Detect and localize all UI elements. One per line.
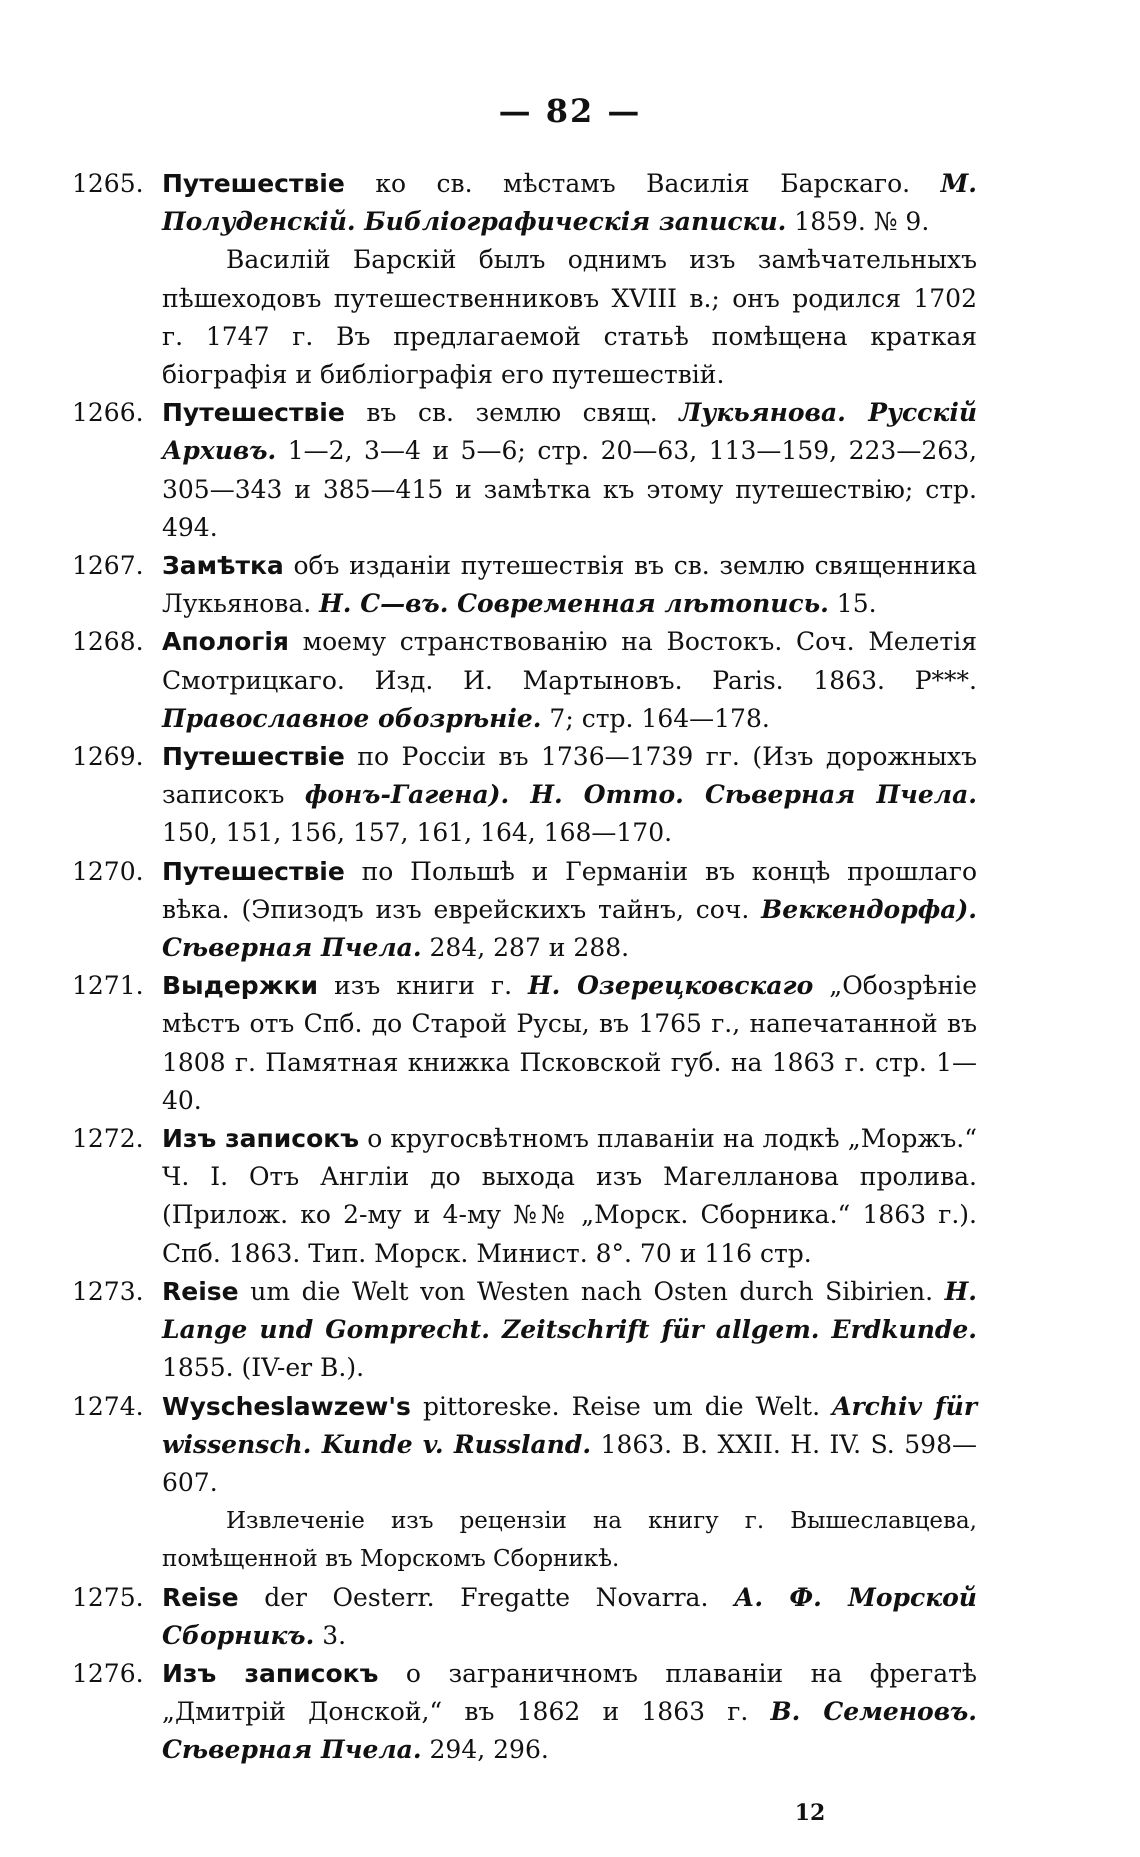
entry-title: Путешествіе [162,742,345,772]
entry-source: Веккендорфа). Сѣверная Пчела. [162,894,977,963]
list-item [72,853,977,968]
entry-rest: 1855. (IV-er B.). [162,1353,365,1383]
list-item [72,1273,977,1388]
entry-title: Wyscheslawzew's [162,1391,411,1421]
entry-rest: 294, 296. [421,1735,549,1765]
list-item [72,738,977,853]
entry-text: моему странствованію на Востокъ. Соч. Мелетія Смотрицкаго. Изд. И. Мартыновъ. Paris. 1863. Р***. [162,627,977,695]
entry-number: 1268. [72,627,144,657]
list-item [72,165,977,394]
entry-body [162,165,977,394]
entry-text: по Польшѣ и Германіи въ концѣ прошлаго вѣка. (Эпизодъ изъ еврейскихъ тайнъ, соч. [162,856,977,924]
entry-body [162,1388,977,1579]
list-item [72,1579,977,1655]
entry-number: 1267. [72,551,144,581]
entry-body [162,623,977,738]
entry-rest: 150, 151, 156, 157, 161, 164, 168—170. [162,818,673,848]
entry-rest: 1—2, 3—4 и 5—6; стр. 20—63, 113—159, 223—263, 305—343 и 385—415 и замѣтка къ этому путешествію; стр. 494. [162,436,977,542]
entry-text: pittoreske. Reise um die Welt. [410,1391,833,1421]
entry-title: Изъ записокъ [162,1658,379,1688]
entry-note: Извлеченіе изъ рецензіи на книгу г. Вышеславцева, помѣщенной въ Морскомъ Сборникѣ. [162,1508,977,1573]
entry-rest: 15. [828,589,877,619]
entry-body [162,1273,977,1388]
entry-text: объ изданіи путешествія въ св. землю священника Лукьянова. [162,551,977,619]
entry-source: Н. Озерецковскаго [528,971,814,1001]
entry-number: 1266. [72,398,144,428]
entry-rest: „Обозрѣніе мѣстъ отъ Спб. до Старой Русы, въ 1765 г., напечатанной въ 1808 г. Памятная книжка Псковской губ. на 1863 г. стр. 1—40. [162,971,978,1115]
entry-title: Reise [162,1582,239,1612]
entry-title: Выдержки [162,971,319,1001]
list-item [72,1120,977,1273]
entry-body [162,853,977,968]
list-item [72,1655,977,1770]
entry-text: по Россіи въ 1736—1739 гг. (Изъ дорожныхъ записокъ [162,742,977,810]
entry-rest: 1863. B. XXII. H. IV. S. 598—607. [162,1429,977,1497]
entry-text: um die Welt von Westen nach Osten durch Sibirien. [238,1276,945,1306]
entry-source: Н. С—въ. Современная лѣтопись. [319,589,829,619]
signature-mark: 12 [794,1800,826,1826]
entry-note: Василій Барскій былъ однимъ изъ замѣчательныхъ пѣшеходовъ путешественниковъ XVIII в.; онъ родился 1702 г. 1747 г. Въ предлагаемой статьѣ помѣщена краткая біографія и библіографія его путешествій. [162,245,977,390]
entry-rest: 7; стр. 164—178. [541,703,770,733]
entry-text: изъ книги г. [318,971,529,1001]
entry-source: В. Семеновъ. Сѣверная Пчела. [162,1697,977,1765]
entry-body [162,738,977,853]
entry-title: Апологія [162,627,289,657]
entry-body [162,1579,977,1655]
entry-title: Изъ записокъ [162,1124,360,1154]
entry-text: о кругосвѣтномъ плаваніи на лодкѣ „Моржъ.“ Ч. I. Отъ Англіи до выхода изъ Магелланова пролива. (Прилож. ко 2-му и 4-му №№ „Морск. Сборника.“ 1863 г.). Спб. 1863. Тип. Морск. Минист. 8°. 70 и 116 стр. [162,1124,977,1268]
entry-title: Замѣтка [162,551,284,581]
entry-number: 1265. [72,169,144,198]
entry-number: 1273. [72,1276,144,1306]
entry-title: Путешествіе [162,856,345,886]
entry-body [162,967,977,1120]
entry-source: H. Lange und Gomprecht. Zeitschrift für allgem. Erdkunde. [162,1276,977,1345]
entry-number: 1271. [72,971,144,1001]
entry-source: Archiv für wissensch. Kunde v. Russland. [162,1391,977,1459]
entry-title: Путешествіе [162,169,345,198]
entry-text: о заграничномъ плаваніи на фрегатѣ „Дмитрій Донской,“ въ 1862 и 1863 г. [162,1658,977,1727]
list-item [72,623,977,738]
entry-number: 1269. [72,742,144,772]
entry-number: 1270. [72,856,144,886]
list-item [72,967,977,1120]
entry-text: въ св. землю свящ. [344,398,680,428]
entry-body [162,394,977,547]
entry-title: Путешествіе [162,398,345,428]
entry-source: Православное обозрѣніе. [162,703,542,733]
entry-body [162,547,977,623]
entry-rest: 3. [314,1620,347,1650]
entry-body [162,1655,977,1770]
entry-body [162,1120,977,1273]
entry-rest: 284, 287 и 288. [421,933,630,963]
list-item [72,1388,977,1579]
entry-source: М. Полуденскій. Библіографическія записки. [162,169,977,237]
entry-number: 1275. [72,1582,144,1612]
entry-number: 1272. [72,1124,144,1154]
entry-text: ко св. мѣстамъ Василія Барскаго. [344,169,941,198]
entry-title: Reise [162,1276,239,1306]
entry-number: 1276. [72,1658,144,1688]
entry-rest: 1859. № 9. [786,207,930,237]
page-number: — 82 — [498,92,642,130]
entry-source: Лукьянова. Русскій Архивъ. [162,398,977,466]
entry-number: 1274. [72,1391,144,1421]
list-item [72,547,977,623]
entry-source: фонъ-Гагена). Н. Отто. Сѣверная Пчела. [304,780,977,810]
bibliography-list [72,165,977,1770]
entry-source: А. Ф. Морской Сборникъ. [162,1582,977,1650]
entry-text: der Oesterr. Fregatte Novarra. [238,1582,734,1612]
list-item [72,394,977,547]
